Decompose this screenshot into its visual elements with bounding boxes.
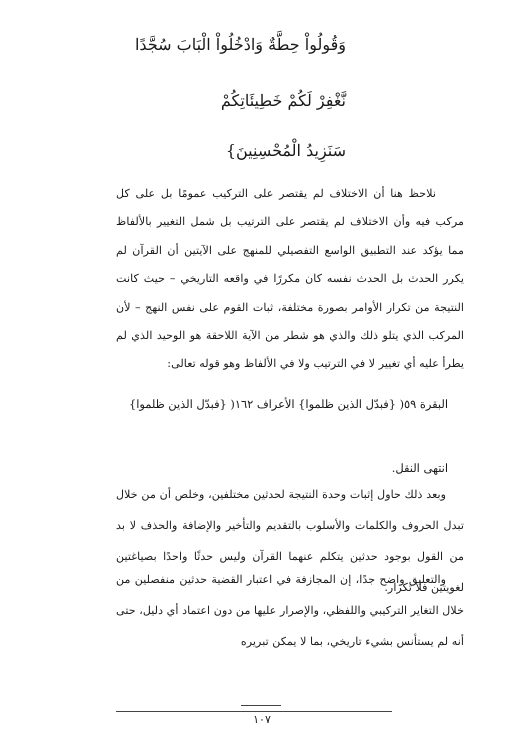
paragraph-commentary (116, 564, 464, 657)
end-of-quote: انتهى النقل. (391, 461, 448, 475)
page-number-rule (241, 705, 281, 706)
quran-verse-line-2: نَّغْفِرْ لَكُمْ خَطِيئَاتِكُمْ (220, 91, 346, 110)
quran-verse-line-3: سَنَزِيدُ الْمُحْسِنِينَ} (225, 141, 346, 160)
quran-verse-line-1: وَقُولُواْ حِطَّةٌ وَادْخُلُواْ الْبَابَ سُجَّدًا (134, 35, 346, 54)
paragraph-commentary-text: والتعليق واضح جدًا، إن المجازفة في اعتبار القضية حدثين منفصلين من خلال التغاير التركيبي واللفظي، والإصرار عليها من دون اعتماد أي دليل، حتى أنه لم يستأنس بشيء تاريخي، بما لا يمكن تبريره (116, 573, 464, 648)
footer-divider (116, 711, 392, 712)
paragraph-analysis (116, 180, 464, 379)
paragraph-summary-text: وبعد ذلك حاول إثبات وحدة النتيجة لحدثين مختلفين، وخلص أن من خلال تبدل الحروف والكلمات والأسلوب بالتقديم والتأخير والإضافة والحذف لا بد من القول بوجود حدثين يتكلم عنهما القرآن وليس حدثًا واحدًا بصياغتين لغويتين فلا تكرار. (116, 488, 464, 594)
paragraph-analysis-text: نلاحظ هنا أن الاختلاف لم يقتصر على التركيب عمومًا بل على كل مركب فيه وأن الاختلاف لم يقتصر على الترتيب بل شمل التغيير بالألفاظ مما يؤكد عند التطبيق الواسع التفصيلي للمنهج على الآيتين أن القرآن لم يكرر الحدث بل الحدث نفسه كان مكررًا في واقعه التاريخي – حيث كانت النتيجة من تكرار الأوامر بصورة مختلفة، ثبات القوم على نفس النهج – لأن المركب الذي يتلو ذلك والذي هو شطر من الآية اللاحقة هو الوحيد الذي لم يطرأ عليه أي تغيير لا في الترتيب ولا في الألفاظ وهو قوله تعالى: (116, 187, 464, 371)
page-number: ١٠٧ (253, 713, 271, 726)
verse-citation: البقرة ٥٩( {فبدّل الذين ظلموا} الأعراف ١٦٢( {فبدّل الذين ظلموا} (128, 397, 448, 411)
